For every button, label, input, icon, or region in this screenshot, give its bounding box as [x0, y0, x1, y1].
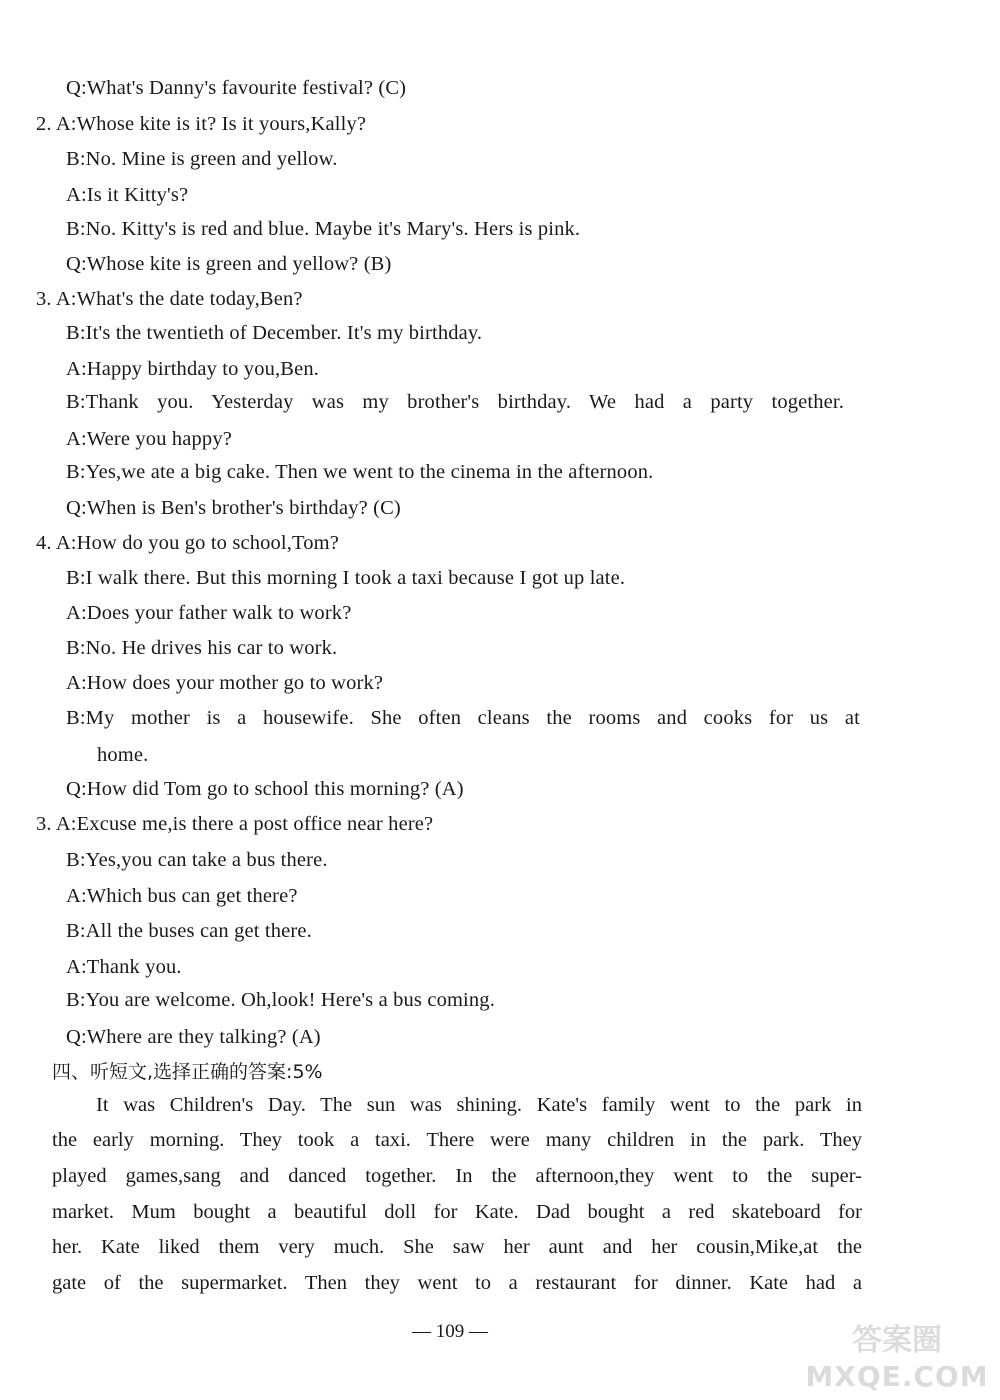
dialogue-4-line-5: A:How does your mother go to work? [66, 672, 384, 694]
dialogue-4-line-3: A:Does your father walk to work? [66, 602, 352, 624]
dialogue-3-line-2: B:It's the twentieth of December. It's my birthday. [66, 322, 483, 344]
dialogue-3-line-6: B:Yes,we ate a big cake. Then we went to the cinema in the afternoon. [66, 461, 654, 483]
dialogue-2-line-2: B:No. Mine is green and yellow. [66, 148, 338, 170]
dialogue-3-question: Q:When is Ben's brother's birthday? (C) [66, 497, 401, 519]
watermark-top-text: 答案圈 [852, 1323, 942, 1358]
dialogue-2-line-1: 2. A:Whose kite is it? Is it yours,Kally? [36, 113, 367, 135]
page-number: — 109 — [412, 1321, 488, 1342]
dialogue-3-line-4: B:Thank you. Yesterday was my brother's birthday. We had a party together. [66, 391, 844, 413]
dialogue-4-question: Q:How did Tom go to school this morning? (A) [66, 778, 464, 800]
dialogue-4-line-6: B:My mother is a housewife. She often cleans the rooms and cooks for us at [66, 707, 860, 729]
dialogue-5-line-1: 3. A:Excuse me,is there a post office near here? [36, 813, 434, 835]
watermark-logo [802, 1316, 992, 1394]
dialogue-2-line-4: B:No. Kitty's is red and blue. Maybe it's Mary's. Hers is pink. [66, 218, 581, 240]
dialogue-4-line-2: B:I walk there. But this morning I took a taxi because I got up late. [66, 567, 626, 589]
dialogue-1-question: Q:What's Danny's favourite festival? (C) [66, 77, 407, 99]
passage-line-2: the early morning. They took a taxi. There were many children in the park. They [52, 1129, 862, 1151]
dialogue-3-line-3: A:Happy birthday to you,Ben. [66, 358, 320, 380]
dialogue-5-line-3: A:Which bus can get there? [66, 885, 298, 907]
watermark-bottom-text: MXQE.COM [805, 1360, 989, 1393]
dialogue-2-question: Q:Whose kite is green and yellow? (B) [66, 253, 392, 275]
dialogue-3-line-5: A:Were you happy? [66, 428, 232, 450]
passage-line-6: gate of the supermarket. Then they went to a restaurant for dinner. Kate had a [52, 1272, 862, 1294]
dialogue-5-line-2: B:Yes,you can take a bus there. [66, 849, 328, 871]
passage-line-5: her. Kate liked them very much. She saw her aunt and her cousin,Mike,at the [52, 1236, 862, 1258]
dialogue-2-line-3: A:Is it Kitty's? [66, 184, 189, 206]
dialogue-4-line-6-continued: home. [97, 744, 149, 766]
passage-line-3: played games,sang and danced together. In the afternoon,they went to the super- [52, 1165, 862, 1187]
dialogue-4-line-1: 4. A:How do you go to school,Tom? [36, 532, 340, 554]
section-heading: 四、听短文,选择正确的答案:5% [52, 1061, 323, 1083]
dialogue-5-line-5: A:Thank you. [66, 956, 182, 978]
dialogue-5-line-4: B:All the buses can get there. [66, 920, 312, 942]
dialogue-4-line-4: B:No. He drives his car to work. [66, 637, 338, 659]
dialogue-3-line-1: 3. A:What's the date today,Ben? [36, 288, 303, 310]
passage-line-1: It was Children's Day. The sun was shining. Kate's family went to the park in [96, 1094, 862, 1116]
dialogue-5-question: Q:Where are they talking? (A) [66, 1026, 321, 1048]
passage-line-4: market. Mum bought a beautiful doll for Kate. Dad bought a red skateboard for [52, 1201, 862, 1223]
dialogue-5-line-6: B:You are welcome. Oh,look! Here's a bus coming. [66, 989, 495, 1011]
